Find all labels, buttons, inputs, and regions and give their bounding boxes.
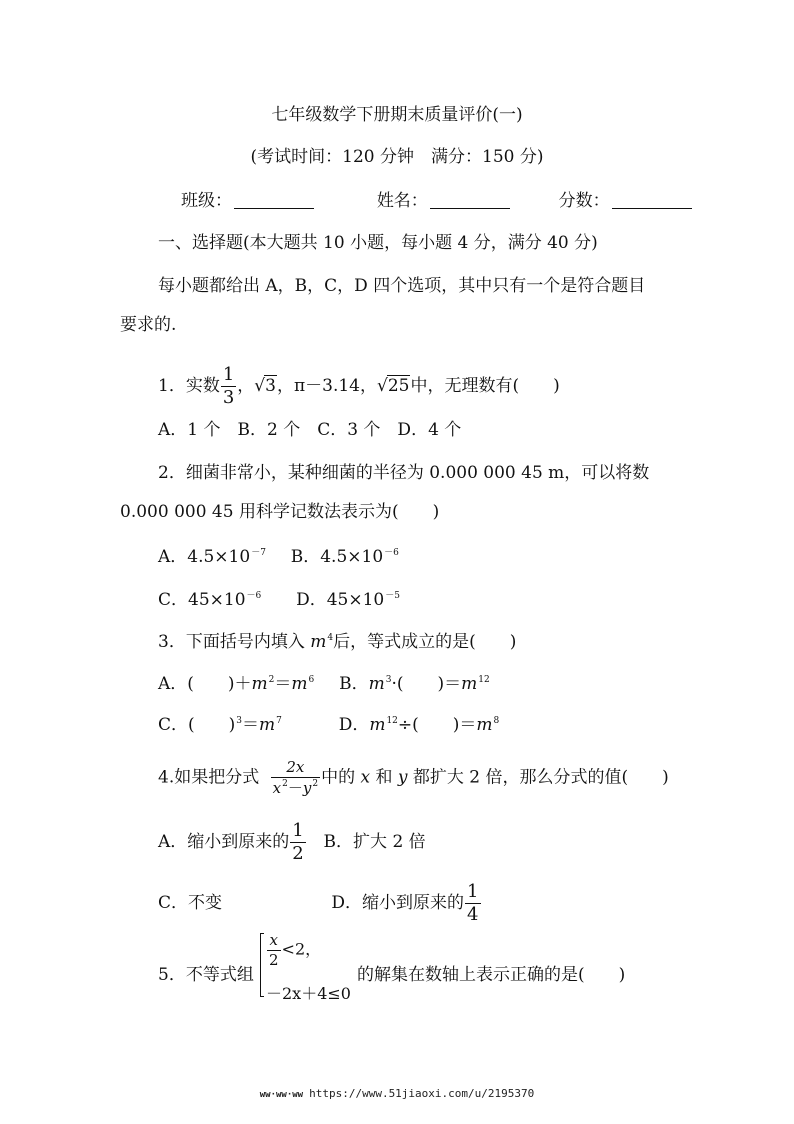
q3-option-a: A．( )$+m^2=m^6$: [158, 674, 315, 694]
q5-suffix: 的解集在数轴上表示正确的是( ): [357, 965, 626, 985]
q4-fraction: $\frac{2x}{x^2-y^2}$: [272, 758, 319, 797]
info-fields: [181, 191, 692, 211]
q2-line-2: 0.000 000 45 用科学记数法表示为( ): [120, 502, 440, 522]
q2-option-a: A．$4.5\times 10^{-7}$: [158, 547, 266, 567]
q3-option-d: D．$m^{12}\div$( )$=m^8$: [338, 715, 500, 735]
name-blank[interactable]: [430, 191, 510, 209]
q3-option-b: B．$m^3\cdot$( )$=m^{12}$: [339, 674, 490, 694]
q1-sqrt25: √25: [376, 376, 410, 396]
q4-option-a: A．缩小到原来的 $\frac{1}{2}$: [158, 820, 304, 864]
score-label: 分数：: [558, 191, 610, 211]
q3-options-ab: [158, 670, 490, 694]
q4-options-ab: [158, 822, 426, 863]
q2-options-cd: [158, 586, 400, 610]
footer-watermark: [0, 1087, 794, 1100]
section-heading: 一、选择题(本大题共 10 小题，每小题 4 分，满分 40 分): [158, 233, 598, 253]
question-5: 5．不等式组: [158, 965, 254, 985]
question-1: 1．实数 $\frac{1}{3}$ ，√3，π－3.14，√25中，无理数有( ): [158, 364, 560, 408]
q5-inequality-system: $\frac{x}{2}$ <2， －2x＋4≤0: [260, 933, 360, 1003]
q3-options-cd: [158, 711, 499, 735]
name-label: 姓名：: [376, 191, 428, 211]
q1-fraction: $\frac{1}{3}$: [222, 364, 235, 408]
question-3: 3．下面括号内填入 $m^4$后，等式成立的是( ): [158, 632, 517, 652]
q2-options-ab: [158, 543, 399, 567]
q4-options-cd: [158, 883, 482, 924]
q2-option-b: B．$4.5\times 10^{-6}$: [290, 547, 399, 567]
q4-option-c: C．不变: [158, 893, 223, 913]
section-intro-2: 要求的.: [120, 315, 177, 335]
q1-options: A．1 个 B．2 个 C．3 个 D．4 个: [158, 420, 462, 440]
q2-line-1: 2．细菌非常小，某种细菌的半径为 0.000 000 45 m，可以将数: [158, 463, 650, 483]
class-label: 班级：: [181, 191, 232, 211]
q3-option-c: C．( )$^3=m^7$: [158, 715, 282, 735]
watermark-logo-icon: ww·ww·ww: [259, 1090, 304, 1100]
footer-url[interactable]: https://www.51jiaoxi.com/u/2195370: [309, 1087, 535, 1100]
q4-option-d: D．缩小到原来的 $\frac{1}{4}$: [331, 881, 479, 925]
exam-info: (考试时间：120 分钟 满分：150 分): [250, 147, 544, 167]
score-blank[interactable]: [612, 191, 692, 209]
page-title: 七年级数学下册期末质量评价(一): [271, 105, 523, 125]
class-blank[interactable]: [234, 191, 314, 209]
q1-sqrt3: √3: [254, 376, 276, 396]
section-intro-1: 每小题都给出 A，B，C，D 四个选项，其中只有一个是符合题目: [158, 276, 646, 296]
q1-prefix: 1．实数: [158, 376, 220, 396]
q4-option-b: B．扩大 2 倍: [323, 832, 426, 852]
q2-option-c: C．$45\times 10^{-6}$: [158, 590, 262, 610]
question-4: 4.如果把分式 $\frac{2x}{x^2-y^2}$ 中的 x 和 y 都扩大 2 倍，那么分式的值( ): [158, 758, 669, 797]
q2-option-d: D．$45\times 10^{-5}$: [296, 590, 400, 610]
